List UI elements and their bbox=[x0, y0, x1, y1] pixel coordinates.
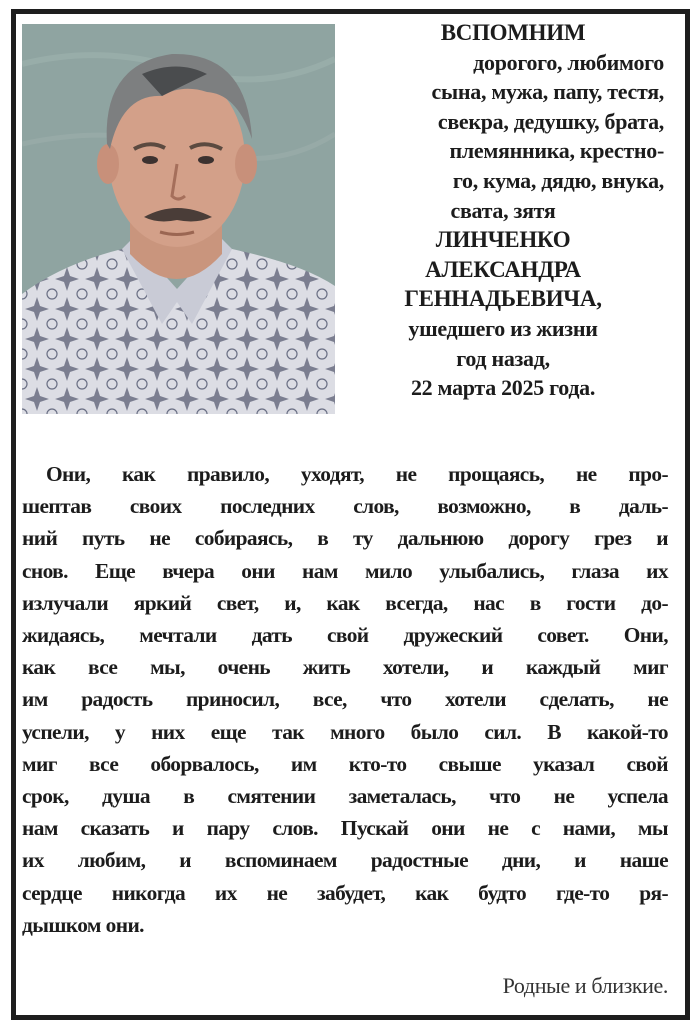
poem-line: Они, как правило, уходят, не прощаясь, не про- bbox=[46, 462, 668, 486]
poem-line: излучали яркий свет, и, как всегда, нас в гости до- bbox=[22, 590, 668, 615]
portrait-image bbox=[22, 24, 335, 414]
poem-line: снов. Еще вчера они нам мило улыбались, глаза их bbox=[22, 558, 668, 583]
heading-tail-line: год назад, bbox=[456, 345, 550, 371]
poem-line: им радость приносил, все, что хотели сделать, не bbox=[22, 687, 668, 712]
memorial-poem bbox=[22, 458, 668, 941]
poem-line: их любим, и вспоминаем радостные дни, и наше bbox=[22, 848, 668, 873]
portrait-photo bbox=[22, 24, 335, 414]
poem-line: шептав своих последних слов, возможно, в даль- bbox=[22, 494, 668, 519]
deceased-first-name: АЛЕКСАНДРА bbox=[425, 256, 581, 282]
poem-line: как все мы, очень жить хотели, и каждый миг bbox=[22, 655, 668, 680]
memorial-heading bbox=[348, 18, 664, 403]
heading-tail-line: ушедшего из жизни bbox=[408, 315, 598, 341]
heading-line: племянника, крестно- bbox=[449, 138, 664, 164]
poem-line: срок, душа в смятении заметалась, что не успела bbox=[22, 784, 668, 809]
poem-line: сердце никогда их не забудет, как будто где-то ря- bbox=[22, 880, 668, 905]
signature: Родные и близкие. bbox=[502, 973, 668, 998]
heading-line: сына, мужа, папу, тестя, bbox=[431, 79, 664, 105]
heading-title: ВСПОМНИМ bbox=[440, 20, 586, 45]
heading-line: го, кума, дядю, внука, bbox=[452, 167, 664, 193]
poem-line: жидаясь, мечтали дать свой дружеский совет. Они, bbox=[22, 623, 668, 648]
heading-line: свекра, дедушку, брата, bbox=[437, 108, 664, 134]
heading-line: свата, зятя bbox=[450, 197, 556, 223]
poem-line: ний путь не собираясь, в ту дальнюю дорогу грез и bbox=[22, 526, 668, 551]
poem-line: нам сказать и пару слов. Пускай они не с нами, мы bbox=[22, 816, 668, 841]
deceased-surname: ЛИНЧЕНКО bbox=[435, 227, 571, 253]
deceased-patronymic: ГЕННАДЬЕВИЧА, bbox=[404, 286, 602, 312]
death-date: 22 марта 2025 года. bbox=[410, 375, 596, 401]
poem-line: дышком они. bbox=[22, 912, 144, 937]
poem-line: миг все оборвалось, им кто-то свыше указал свой bbox=[22, 751, 668, 776]
poem-line: успели, у них еще так много было сил. В какой-то bbox=[22, 719, 668, 744]
heading-line: дорогого, любимого bbox=[473, 49, 664, 75]
